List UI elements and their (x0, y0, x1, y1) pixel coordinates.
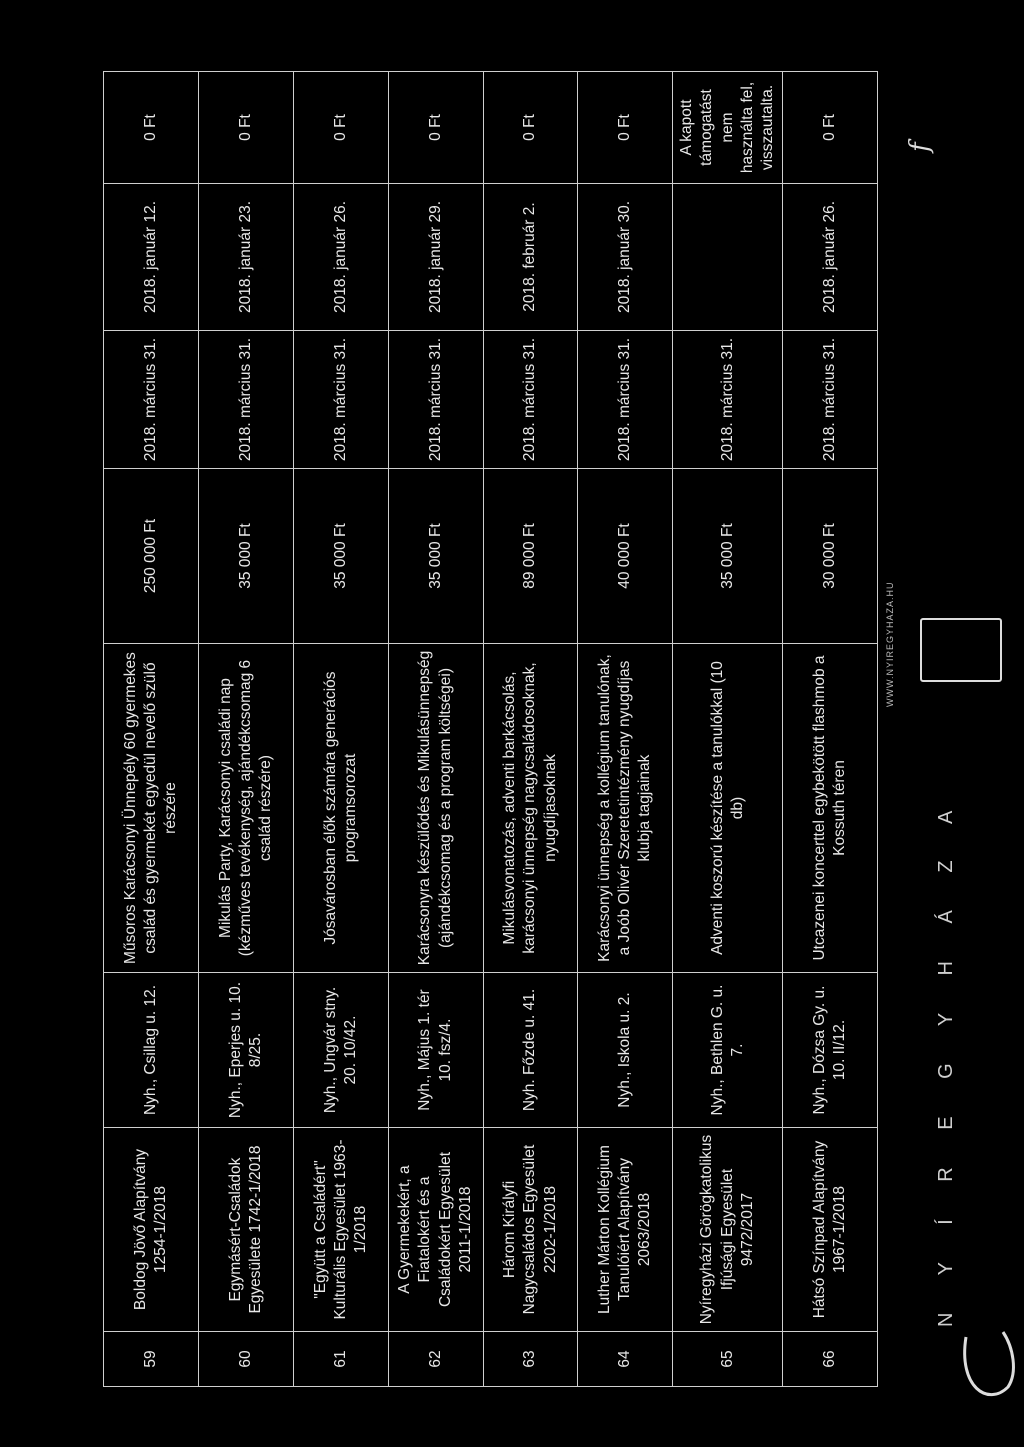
grant-amount: 35 000 Ft (673, 469, 783, 644)
settlement-deadline: 2018. március 31. (293, 331, 388, 469)
organization-name: Hátsó Színpad Alapítvány 1967-1/2018 (783, 1128, 878, 1332)
table-body (104, 72, 878, 1387)
organization-address: Nyh., Május 1. tér 10. fsz/4. (388, 973, 483, 1128)
grant-amount: 35 000 Ft (198, 469, 293, 644)
organization-address: Nyh., Ungvár stny. 20. 10/42. (293, 973, 388, 1128)
table-row (673, 72, 783, 1387)
settlement-date: 2018. január 29. (388, 184, 483, 331)
settlement-deadline: 2018. március 31. (198, 331, 293, 469)
organization-name: A Gyermekekért, a Fiatalokért és a Családokért Egyesület 2011-1/2018 (388, 1128, 483, 1332)
row-number: 66 (783, 1332, 878, 1387)
remaining-amount: 0 Ft (293, 72, 388, 184)
row-number: 64 (578, 1332, 673, 1387)
table-row (783, 72, 878, 1387)
settlement-date: 2018. február 2. (483, 184, 578, 331)
settlement-deadline: 2018. március 31. (783, 331, 878, 469)
organization-name: Boldog Jövő Alapítvány 1254-1/2018 (104, 1128, 199, 1332)
remaining-amount: A kapott támogatást nem használta fel, visszautalta. (673, 72, 783, 184)
row-number: 62 (388, 1332, 483, 1387)
remaining-amount: 0 Ft (198, 72, 293, 184)
organization-address: Nyh., Dózsa Gy. u. 10. II/12. (783, 973, 878, 1128)
grant-amount: 35 000 Ft (388, 469, 483, 644)
row-number: 63 (483, 1332, 578, 1387)
row-number: 60 (198, 1332, 293, 1387)
settlement-deadline: 2018. március 31. (388, 331, 483, 469)
row-number: 59 (104, 1332, 199, 1387)
organization-address: Nyh., Csillag u. 12. (104, 973, 199, 1128)
grant-amount: 250 000 Ft (104, 469, 199, 644)
table-row (578, 72, 673, 1387)
swirl-logo-icon (958, 1327, 1018, 1407)
settlement-date: 2018. január 12. (104, 184, 199, 331)
settlement-deadline: 2018. március 31. (104, 331, 199, 469)
grant-amount: 89 000 Ft (483, 469, 578, 644)
organization-name: "Együtt a Családért" Kulturális Egyesület 1963-1/2018 (293, 1128, 388, 1332)
grant-table (103, 71, 878, 1387)
city-website-url: WWW.NYIREGYHAZA.HU (885, 581, 895, 707)
remaining-amount: 0 Ft (483, 72, 578, 184)
remaining-amount: 0 Ft (783, 72, 878, 184)
organization-address: Nyh., Iskola u. 2. (578, 973, 673, 1128)
grant-purpose: Utcazenei koncerttel egybekötött flashmob a Kossuth téren (783, 644, 878, 973)
grant-purpose: Karácsonyra készülődés és Mikulásünnepség (ajándékcsomag és a program költségei) (388, 644, 483, 973)
city-logo-text: N Y Í R E G Y H Á Z A (935, 794, 957, 1327)
organization-address: Nyh., Bethlen G. u. 7. (673, 973, 783, 1128)
table-row (198, 72, 293, 1387)
grant-purpose: Jósavárosban élők számára generációs programsorozat (293, 644, 388, 973)
settlement-deadline: 2018. március 31. (483, 331, 578, 469)
organization-name: Luther Márton Kollégium Tanulóiért Alapítvány 2063/2018 (578, 1128, 673, 1332)
remaining-amount: 0 Ft (578, 72, 673, 184)
organization-name: Nyíregyházi Görögkatolikus Ifjúsági Egyesület 9472/2017 (673, 1128, 783, 1332)
settlement-date: 2018. január 26. (293, 184, 388, 331)
grant-amount: 35 000 Ft (293, 469, 388, 644)
organization-address: Nyh. Főzde u. 41. (483, 973, 578, 1128)
settlement-date: 2018. január 26. (783, 184, 878, 331)
row-number: 61 (293, 1332, 388, 1387)
table-row (388, 72, 483, 1387)
stamp-icon (920, 618, 1002, 682)
table-row (293, 72, 388, 1387)
grant-purpose: Mikulásvonatozás, adventi barkácsolás, karácsonyi ünnepség nagycsaládosoknak, nyugdíjasoknak (483, 644, 578, 973)
row-number: 65 (673, 1332, 783, 1387)
handwritten-mark: f (905, 142, 935, 152)
settlement-date (673, 184, 783, 331)
remaining-amount: 0 Ft (388, 72, 483, 184)
grant-purpose: Adventi koszorú készítése a tanulókkal (10 db) (673, 644, 783, 973)
grant-purpose: Mikulás Party, Karácsonyi családi nap (kézműves tevékenység, ajándékcsomag 6 család részére) (198, 644, 293, 973)
settlement-date: 2018. január 30. (578, 184, 673, 331)
table-row (104, 72, 199, 1387)
organization-address: Nyh., Eperjes u. 10. 8/25. (198, 973, 293, 1128)
settlement-deadline: 2018. március 31. (673, 331, 783, 469)
grant-purpose: Karácsonyi ünnepség a kollégium tanulónak, a Joób Olivér Szeretetintézmény nyugdíjas klubja tagjainak (578, 644, 673, 973)
settlement-deadline: 2018. március 31. (578, 331, 673, 469)
organization-name: Egymásért-Családok Egyesülete 1742-1/2018 (198, 1128, 293, 1332)
settlement-date: 2018. január 23. (198, 184, 293, 331)
grant-purpose: Műsoros Karácsonyi Ünnepély 60 gyermekes család és gyermekét egyedül nevelő szülő részére (104, 644, 199, 973)
table-row (483, 72, 578, 1387)
organization-name: Három Királyfi Nagycsaládos Egyesület 2202-1/2018 (483, 1128, 578, 1332)
remaining-amount: 0 Ft (104, 72, 199, 184)
grant-amount: 40 000 Ft (578, 469, 673, 644)
grant-amount: 30 000 Ft (783, 469, 878, 644)
